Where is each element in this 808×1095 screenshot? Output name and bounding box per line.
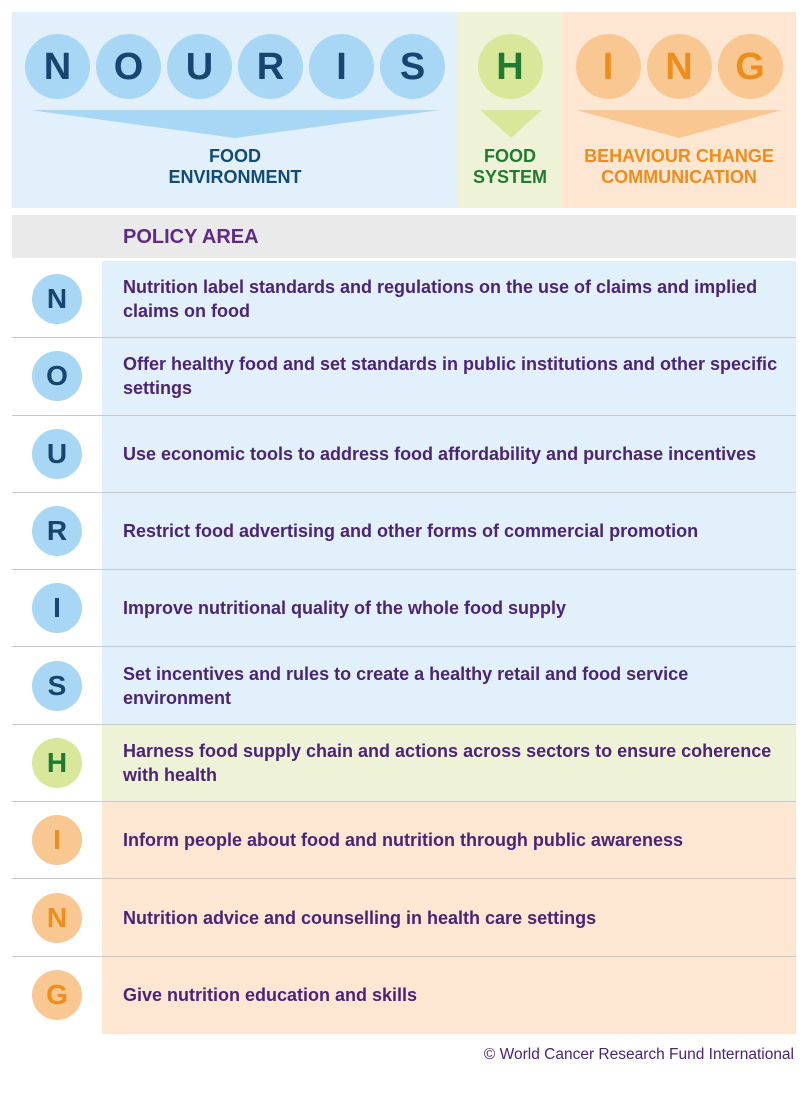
row-policy-text: Inform people about food and nutrition through public awareness — [102, 802, 796, 878]
row-policy-text: Nutrition advice and counselling in health care settings — [102, 879, 796, 955]
food-system-arrow — [480, 110, 542, 138]
panel-label-line: BEHAVIOUR CHANGE — [584, 146, 774, 166]
row-letter-circle: H — [32, 738, 82, 788]
header-letter-circle: O — [96, 34, 161, 99]
header-letter-circle: S — [380, 34, 445, 99]
row-letter-cell — [12, 879, 102, 955]
policy-row — [12, 725, 796, 802]
row-letter-circle: I — [32, 815, 82, 865]
row-letter-cell — [12, 802, 102, 878]
nourishing-header — [12, 12, 796, 208]
panel-label-line: SYSTEM — [472, 167, 547, 187]
policy-row — [12, 416, 796, 493]
policy-row — [12, 957, 796, 1034]
policy-row — [12, 338, 796, 415]
row-letter-circle: N — [32, 893, 82, 943]
behaviour-change-label — [562, 146, 796, 188]
policy-area-bar — [12, 215, 796, 258]
row-letter-cell — [12, 570, 102, 646]
row-policy-text: Use economic tools to address food affordability and purchase incentives — [102, 416, 796, 492]
row-letter-circle: U — [32, 429, 82, 479]
food-environment-panel — [12, 12, 458, 208]
row-letter-cell — [12, 957, 102, 1034]
policy-row — [12, 570, 796, 647]
row-letter-circle: N — [32, 274, 82, 324]
row-policy-text: Harness food supply chain and actions across sectors to ensure coherence with health — [102, 725, 796, 801]
row-policy-text: Restrict food advertising and other forms of commercial promotion — [102, 493, 796, 569]
food-environment-letters — [12, 34, 458, 99]
header-letter-circle: N — [25, 34, 90, 99]
food-system-label — [458, 146, 562, 188]
policy-rows — [12, 261, 796, 1034]
policy-row — [12, 493, 796, 570]
header-letter-circle: U — [167, 34, 232, 99]
row-letter-circle: G — [32, 970, 82, 1020]
food-system-letters — [458, 34, 562, 99]
row-letter-circle: R — [32, 506, 82, 556]
policy-row — [12, 879, 796, 956]
row-letter-circle: O — [32, 351, 82, 401]
copyright-notice: © World Cancer Research Fund International — [483, 1046, 794, 1063]
policy-row — [12, 261, 796, 338]
row-policy-text: Give nutrition education and skills — [102, 957, 796, 1034]
policy-area-title: POLICY AREA — [123, 226, 259, 248]
policy-row — [12, 802, 796, 879]
header-letter-circle: H — [478, 34, 543, 99]
row-policy-text: Improve nutritional quality of the whole food supply — [102, 570, 796, 646]
food-environment-label — [12, 146, 458, 188]
row-letter-cell — [12, 725, 102, 801]
row-letter-cell — [12, 493, 102, 569]
header-letter-circle: N — [647, 34, 712, 99]
panel-label-line: COMMUNICATION — [601, 167, 757, 187]
panel-label-line: FOOD — [484, 146, 536, 166]
header-letter-circle: G — [718, 34, 783, 99]
behaviour-change-letters — [562, 34, 796, 99]
row-policy-text: Nutrition label standards and regulations on the use of claims and implied claims on food — [102, 261, 796, 337]
row-letter-circle: I — [32, 583, 82, 633]
policy-row — [12, 647, 796, 724]
row-letter-cell — [12, 261, 102, 337]
food-environment-arrow — [30, 110, 440, 138]
row-letter-cell — [12, 416, 102, 492]
row-letter-cell — [12, 647, 102, 723]
row-letter-circle: S — [32, 661, 82, 711]
behaviour-change-panel — [562, 12, 796, 208]
panel-label-line: FOOD — [209, 146, 261, 166]
row-letter-cell — [12, 338, 102, 414]
header-letter-circle: I — [576, 34, 641, 99]
header-letter-circle: R — [238, 34, 303, 99]
behaviour-change-arrow — [576, 110, 782, 138]
row-policy-text: Set incentives and rules to create a healthy retail and food service environment — [102, 647, 796, 723]
panel-label-line: ENVIRONMENT — [168, 167, 302, 187]
food-system-panel — [458, 12, 562, 208]
header-letter-circle: I — [309, 34, 374, 99]
row-policy-text: Offer healthy food and set standards in public institutions and other specific settings — [102, 338, 796, 414]
